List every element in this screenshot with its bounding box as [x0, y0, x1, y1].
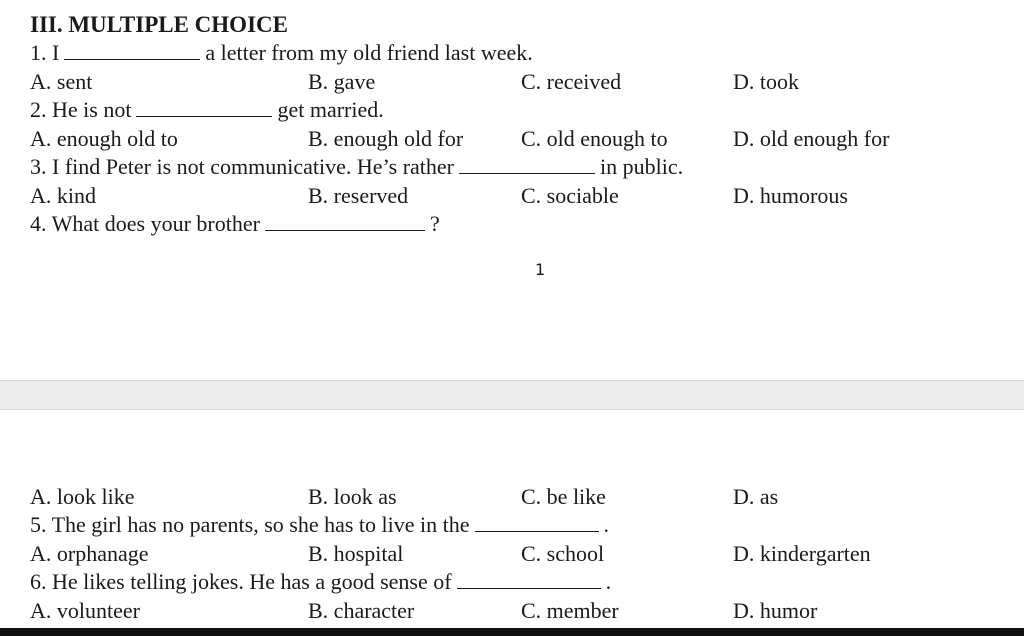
- cropped-bottom-edge: [0, 628, 1024, 636]
- answer-blank-3: [459, 155, 595, 174]
- question-2-tail: get married.: [277, 97, 384, 122]
- question-1: [30, 40, 533, 66]
- q5-option-b: B. hospital: [308, 541, 404, 566]
- answer-blank-6: [457, 570, 601, 589]
- question-6: [30, 569, 611, 595]
- page-number: 1: [535, 260, 546, 279]
- answer-blank-5: [475, 513, 599, 532]
- q2-option-d: D. old enough for: [733, 126, 890, 151]
- q2-option-c: C. old enough to: [521, 126, 668, 151]
- question-4-text: 4. What does your brother: [30, 211, 260, 236]
- q6-option-a: A. volunteer: [30, 598, 140, 623]
- q5-option-a: A. orphanage: [30, 541, 149, 566]
- question-2-text: 2. He is not: [30, 97, 132, 122]
- q3-option-a: A. kind: [30, 183, 96, 208]
- question-5-tail: .: [603, 512, 610, 537]
- q4-option-d: D. as: [733, 484, 779, 509]
- question-4-tail: ?: [429, 211, 440, 236]
- section-heading: III. MULTIPLE CHOICE: [30, 12, 288, 37]
- q4-option-a: A. look like: [30, 484, 135, 509]
- question-6-tail: .: [605, 569, 612, 594]
- q1-option-c: C. received: [521, 69, 622, 94]
- q6-option-d: D. humor: [733, 598, 818, 623]
- answer-blank-2: [136, 98, 272, 117]
- question-5: [30, 512, 609, 538]
- question-3: [30, 154, 683, 180]
- question-2: [30, 97, 384, 123]
- document-page-2: [0, 410, 1024, 636]
- q6-option-b: B. character: [308, 598, 415, 623]
- q3-option-c: C. sociable: [521, 183, 619, 208]
- q5-option-d: D. kindergarten: [733, 541, 871, 566]
- q1-option-d: D. took: [733, 69, 799, 94]
- answer-blank-4: [265, 212, 425, 231]
- question-4: [30, 211, 440, 237]
- q3-option-d: D. humorous: [733, 183, 848, 208]
- q5-option-c: C. school: [521, 541, 605, 566]
- q1-option-a: A. sent: [30, 69, 93, 94]
- q1-option-b: B. gave: [308, 69, 376, 94]
- q4-option-c: C. be like: [521, 484, 606, 509]
- question-5-text: 5. The girl has no parents, so she has to live in the: [30, 512, 470, 537]
- question-1-tail: a letter from my old friend last week.: [205, 40, 533, 65]
- question-6-text: 6. He likes telling jokes. He has a good sense of: [30, 569, 452, 594]
- q3-option-b: B. reserved: [308, 183, 409, 208]
- q4-option-b: B. look as: [308, 484, 397, 509]
- question-1-text: 1. I: [30, 40, 60, 65]
- q2-option-b: B. enough old for: [308, 126, 464, 151]
- question-3-tail: in public.: [600, 154, 684, 179]
- page-break-gap: [0, 380, 1024, 410]
- answer-blank-1: [64, 41, 200, 60]
- q2-option-a: A. enough old to: [30, 126, 178, 151]
- question-3-text: 3. I find Peter is not communicative. He’s rather: [30, 154, 454, 179]
- q6-option-c: C. member: [521, 598, 619, 623]
